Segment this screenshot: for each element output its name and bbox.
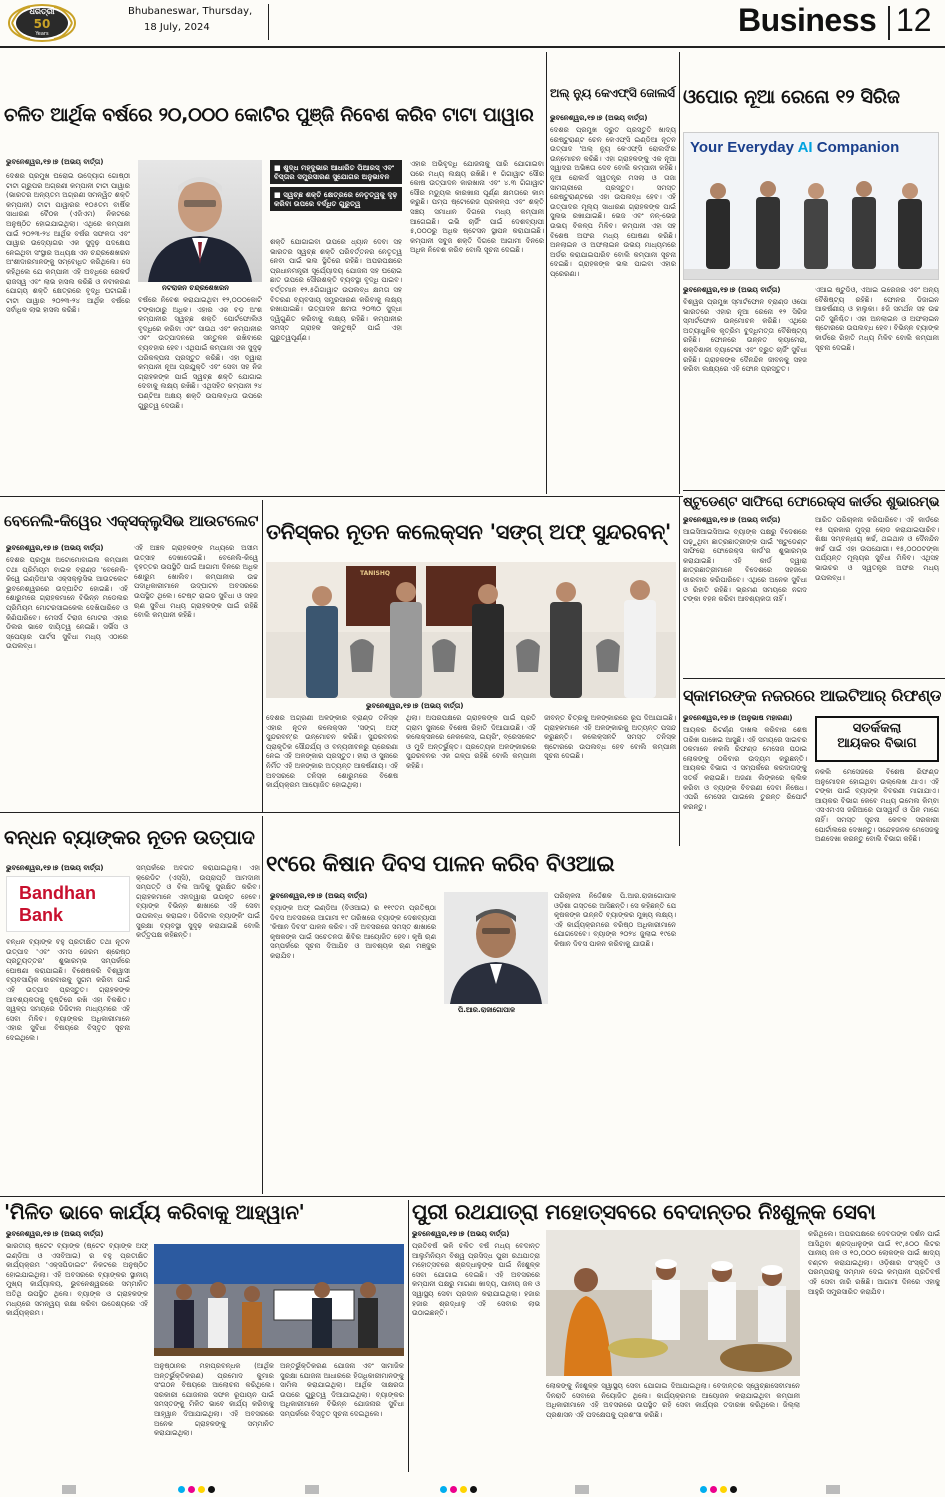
story-column: ଆଇସିଆଇସିଆଇ ବ୍ୟାଙ୍କ ପକ୍ଷରୁ ବିଦେଶରେ ପଢ଼ୁଥିବା ଛାତ୍ରଛାତ୍ରୀଙ୍କ ପାଇଁ 'ଷ୍ଟୁଡେଣ୍ଟ ସାଫିରୋ ଫୋରେକ୍ସ କାର୍ଡ'ର ଶୁଭାରମ୍ଭ କରାଯାଇଛି। ଏହି କାର୍ଡ ଦ୍ୱାରା ଛାତ୍ରଛାତ୍ରୀମାନେ ବିଦେଶରେ ସହଜରେ କାରବାର କରିପାରିବେ। ଏଥିରେ ଅନେକ ସୁବିଧା ଓ ରିହାତି ରହିଛି। ଭ୍ରମଣ ସମୟରେ ନଗଦ ଟଙ୍କା ବହନ କରିବା ଆବଶ୍ୟକତା ନାହିଁ। [683, 528, 807, 604]
magenta-dot [188, 1486, 195, 1493]
headline: ଚଳିତ ଆର୍ଥିକ ବର୍ଷରେ ୨୦,୦୦୦ କୋଟିର ପୁଞ୍ଜି ନିବେଶ କରିବ ଟାଟା ପାୱାର [4, 104, 534, 126]
headline: ଷ୍ଟୁଡେଣ୍ଟ ସାଫିରୋ ଫୋରେକ୍ସ କାର୍ଡର ଶୁଭାରମ୍ଭ [683, 494, 940, 510]
story-column: ଏଆଇ ଷ୍ଟୁଡିଓ, ଏଆଇ ଇରେଜର ଏବଂ ଅନ୍ୟ ବୈଶିଷ୍ଟ୍ୟ ରହିଛି। ଫୋନର ଡିଜାଇନ ଆକର୍ଷଣୀୟ ଓ ହାଲୁକା। ୫ଜି ସମର୍ଥନ ସହ ଉଚ୍ଚ ଗତି ସୁନିଶ୍ଚିତ। ଏହା ଅନଲାଇନ ଓ ଅଫଲାଇନ ଷ୍ଟୋରରେ ଉପଲବ୍ଧ ହେବ। ବିଭିନ୍ନ ବ୍ୟାଙ୍କ କାର୍ଡରେ ରିହାତି ମଧ୍ୟ ମିଳିବ ବୋଲି କମ୍ପାନୀ ସୂଚନା ଦେଇଛି। [815, 286, 939, 352]
story-column: ଦେଶର ପ୍ରମୁଖ ଘରୋଇ ଉଦ୍ୟୋଗ ଗୋଷ୍ଠୀ ଟାଟା ଗ୍ରୁପର ଅଗ୍ରଣୀ କମ୍ପାନୀ ଟାଟା ପାୱାର (ଭାରତର ଅନ୍ୟତମ ଅଗ୍ରଣୀ ସମନ୍ୱିତ ଶକ୍ତି କମ୍ପାନୀ) ଟାଟା ପାୱାରର ୧୦୫ତମ ବାର୍ଷିକ ସାଧାରଣ ବୈଠକ (ଏଜିଏମ) ନିକଟରେ ଅନୁଷ୍ଠିତ ହୋଇଯାଇଥିଲା। ଏଥିରେ କମ୍ପାନୀ ପାଇଁ ୨୦୨୩-୨୪ ଆର୍ଥିକ ବର୍ଷର ସଫଳତା ଏବଂ ପାୱାର ଉଦ୍ୟୋଗର ଏକ ସୁଦୃଢ଼ ପଦକ୍ଷେପ ନେଇଥିବା ସଂସ୍ଥାର ଅଧ୍ୟକ୍ଷ ଏନ ଚନ୍ଦ୍ରଶେଖରନ ଅଂଶୀଦାରମାନଙ୍କୁ ସମ୍ବୋଧିତ କରିଥିଲେ। ସେ କହିଥିଲେ ଯେ କମ୍ପାନୀ ଏହି ଅବଧିରେ ରେକର୍ଡ ରାଜସ୍ୱ ଏବଂ ଲାଭ ହାସଲ କରିଛି ଓ ନବୀକରଣ ଯୋଗ୍ୟ ଶକ୍ତି କ୍ଷେତ୍ରରେ ବୃଦ୍ଧି ଘଟାଇଛି। ଟାଟା ପାୱାର ୨୦୨୩-୨୪ ଆର୍ଥିକ ବର୍ଷରେ ସର୍ବାଧିକ ଲାଭ ହାସଲ କରିଛି। [6, 172, 130, 315]
logo-word: Bank [19, 905, 64, 925]
dateline-text: ଭୁବନେଶ୍ୱର,୧୭।୭ (ଅଭୟ ବାର୍ତ୍ତା) [550, 114, 648, 122]
story-column: କରିଥିଲେ। ଅପରପକ୍ଷରେ ଦେବତାଙ୍କ ଦର୍ଶନ ପାଇଁ ଆସିଥିବା ଶ୍ରଦ୍ଧାଳୁଙ୍କ ପାଇଁ ୧୯,୫୦୦ ଲିଟର ପାନୀୟ ଜଳ ଓ ୧୦,୦୦୦ ଲୋକଙ୍କ ପାଇଁ ଖାଦ୍ୟ ବଣ୍ଟନ କରାଯାଇଥିଲା। ଓଡ଼ିଶାର ସଂସ୍କୃତି ଓ ପରମ୍ପରାକୁ ସମ୍ମାନ ଦେଇ କମ୍ପାନୀ ପ୍ରତିବର୍ଷ ଏହି ସେବା ଜାରି ରଖିଛି। ଆଗାମୀ ଦିନରେ ଏହାକୁ ଆହୁରି ସମ୍ପ୍ରସାରିତ କରାଯିବ। [808, 1230, 940, 1296]
story-tata-power [4, 52, 548, 494]
magenta-dot [450, 1486, 457, 1493]
story-oppo [683, 52, 941, 494]
dateline-text: ଭୁବନେଶ୍ୱର,୧୭।୭ (ଅଭୟ ବାର୍ତ୍ତା) [6, 158, 104, 166]
bullet-text: ଶୁଦ୍ଧ ମହ୍ଦୁଭାର ଆଧାରିତ ପିଆରସ୍ ଏବଂ ବିସ୍ତାର ସମ୍ପ୍ରସାରଣ ସୁଯୋଗର ଅନୁଭାବନ [274, 163, 395, 181]
alert-line: ଆୟକର ବିଭାଗ [837, 736, 917, 751]
logo-years-number: 50 [33, 17, 51, 31]
dateline-text: ଭୁବନେଶ୍ୱର,୧୭।୭ (ଅଭୟ ବାର୍ତ୍ତା) [366, 702, 464, 710]
story-bandhan-bank [4, 816, 260, 1194]
photo-caption: ପି.ଆର.ରାଜାଗୋପାଳ [458, 1006, 515, 1014]
alert-line: ସତର୍କକଲା [852, 721, 902, 736]
dateline-city: Bhubaneswar, Thursday, [128, 6, 253, 17]
story-column: ସମ୍ପର୍କରେ ଅବଗତ କରାଯାଇଥିଲା। ଏହା କ୍ରେଡିଟ (ଏସ୍‌ସି), ଉପ୍ରାପ୍ତି ଆମଦାନୀ ସମ୍ପତ୍ତି ଓ ବିଲ ଆଦିକୁ ସୁରକ୍ଷିତ କରିବ। ଗ୍ରାହକମାନେ ଏହାଦ୍ୱାରା ଉପକୃତ ହେବେ। ବ୍ୟାଙ୍କ ବିଭିନ୍ନ ଶାଖାରେ ଏହି ସେବା ଉପଲବ୍ଧ କରାଇବ। ଡିଜିଟାଲ ବ୍ୟାଙ୍କିଂ ପାଇଁ ସୁରକ୍ଷା ବ୍ୟବସ୍ଥା ସୁଦୃଢ଼ କରାଯାଇଛି ବୋଲି କର୍ତ୍ତୃପକ୍ଷ କହିଛନ୍ତି। [136, 864, 260, 940]
story-column: ଦେଶର ପ୍ରମୁଖ ଅଟୋମୋବାଇଲ କମ୍ପାନୀ ତଥା ପ୍ରିମିୟମ ବାଇକ ବ୍ରାଣ୍ଡ 'ବେନେଲି-କିୱେ ଇଣ୍ଡିଆ'ର ଏକ୍ସକ୍ଲୁସିଭ ଆଉଟଲେଟ ଭୁବନେଶ୍ୱରରେ ଉଦ୍‌ଘାଟିତ ହୋଇଛି। ଏହି ଶୋରୁମରେ ଗ୍ରାହକମାନେ ବିଭିନ୍ନ ମଡେଲର ପ୍ରିମିୟମ ମୋଟରସାଇକେଲ ଦେଖିପାରିବେ ଓ କିଣିପାରିବେ। ମେସର୍ସ ଟିରାଜ ମୋଟର ଏହାର ଡିଲର ଭାବେ ଦାୟିତ୍ୱ ନେଇଛି। ସର୍ଭିସ ଓ ସ୍ପେୟାର ପାର୍ଟସ ସୁବିଧା ମଧ୍ୟ ଏଠାରେ ଉପଲବ୍ଧ। [6, 556, 128, 651]
story-column: ନକଲି ମେସେଜରେ ବିଶେଷ ରିଫଣ୍ଡ ଅନୁମୋଦନ ହୋଇଥିବା ଉଲ୍ଲେଖ ଥାଏ। ଏହି ଟଙ୍କା ପାଇଁ ବ୍ୟାଙ୍କ ବିବରଣୀ ମାଗାଯାଏ। ଆୟକର ବିଭାଗ କେବେ ମଧ୍ୟ ଇମେଲ କିମ୍ବା ଏସଏମଏସ ଜରିଆରେ ପାସୱାର୍ଡ ଓ ପିନ ମାଗେ ନାହିଁ। ସମସ୍ତ ସୂଚନା କେବଳ ସରକାରୀ ପୋର୍ଟାଲରେ ଦେଖନ୍ତୁ। ସନ୍ଦେହଜନକ ମେସେଜକୁ ଅଣଦେଖା କରନ୍ତୁ ବୋଲି ବିଭାଗ କହିଛି। [815, 768, 939, 844]
story-column: ଥିଲା। ଅପରପକ୍ଷରେ ଗ୍ରାହକଙ୍କ ପାଇଁ ପ୍ରତି ଗ୍ରାମ ସୁନାରେ ବିଶେଷ ରିହାତି ଦିଆଯାଉଛି। ଏହି କଲେକ୍ସନରେ ନେକଲେସ, ଇୟରିଂ, ବ୍ରେସଲେଟ ଓ ମୁଦି ଅନ୍ତର୍ଭୁକ୍ତ। ପ୍ରତ୍ୟେକ ଅଳଙ୍କାରରେ ସୁନ୍ଦରବନର ଏକ ଗଳ୍ପ ରହିଛି ବୋଲି କମ୍ପାନୀ କହିଛି। [406, 714, 536, 770]
dateline-text: ଭୁବନେଶ୍ୱର,୧୭।୭ (ଅନୁଭାଷ ମହାରଣା) [683, 714, 793, 722]
masthead [0, 0, 945, 46]
headline: ଅଲ୍ ନ୍ୟୁ କେଏଫ୍‌ସି ଜୋଲର୍ସ [550, 86, 675, 100]
registration-dots [178, 1486, 215, 1493]
headline: ବନ୍ଧନ ବ୍ୟାଙ୍କର ନୂତନ ଉତ୍ପାଦ [4, 826, 255, 849]
people-group-icon [154, 1244, 404, 1356]
highlight-box [270, 160, 402, 232]
magenta-dot [710, 1486, 717, 1493]
registration-dots [700, 1486, 737, 1493]
yellow-dot [720, 1486, 727, 1493]
headline: ଓପୋର ନୂଆ ରେନୋ ୧୨ ସିରିଜ [683, 86, 900, 108]
story-column: ଭାରତୀୟ ଷ୍ଟେଟ ବ୍ୟାଙ୍କ (ଷ୍ଟେଟ ବ୍ୟାଙ୍କ ଅଫ୍ ଇଣ୍ଡିଆ ଓ ଏସବିଆଇ) ର ବହୁ ପ୍ରତୀକ୍ଷିତ କାର୍ଯ୍ୟକ୍ରମ 'ଏକ୍ସପିଡାଇଟ' ନିକଟରେ ଅନୁଷ୍ଠିତ ହୋଇଯାଇଥିଲା। ଏହି ଅବସରରେ ବ୍ୟାଙ୍କର ସ୍ଥାନୀୟ ମୁଖ୍ୟ କାର୍ଯ୍ୟାଳୟ, ଭୁବନେଶ୍ୱରରେ ସମ୍ମାନିତ ଅତିଥି ଉପସ୍ଥିତ ଥିଲେ। ବ୍ୟାଙ୍କ ଓ ଗ୍ରାହକଙ୍କ ମଧ୍ୟରେ ସମନ୍ୱୟ ରକ୍ଷା କରିବା ଉଦ୍ଦେଶ୍ୟରେ ଏହି କାର୍ଯ୍ୟକ୍ରମ। [6, 1242, 148, 1318]
bandhan-bank-logo [6, 876, 130, 932]
portrait-photo [138, 160, 262, 282]
logo-years-label: Years [35, 31, 49, 37]
story-sbi-event [4, 1200, 406, 1472]
black-dot [208, 1486, 215, 1493]
story-column: ଅନ୍ତର୍ଭୁକ୍ତିକରଣ ଯୋଜନା ଏବଂ ସାମାଜିକ ସୁରକ୍ଷା ଯୋଜନା ଆଧାରରେ ହିତାଧିକାରୀମାନଙ୍କୁ ସାମିଲ କରାଯାଇଥିଲା। ଆର୍ଥିକ ସାକ୍ଷରତା ଉପରେ ଗୁରୁତ୍ୱ ଦିଆଯାଇଥିଲା। ବ୍ୟାଙ୍କର ଅଧିକାରୀମାନେ ବିଭିନ୍ନ ଯୋଜନାର ସୁବିଧା ସମ୍ପର୍କରେ ବିସ୍ତୃତ ସୂଚନା ଦେଇଥିଲେ। [280, 1362, 404, 1418]
story-column: ଦେଶର ପ୍ରମୁଖ ଦ୍ରୁତ ପ୍ରସ୍ତୁତି ଖାଦ୍ୟ ରେଷ୍ଟୁରାଣ୍ଟ ଚେନ କେଏଫ୍‌ସି ଇଣ୍ଡିଆ ନୂତନ ଉତ୍ପାଦ 'ଅଲ୍ ନ୍ୟୁ କେଏଫ୍‌ସି ରୋଲର୍ସ'ର ଉନ୍ମୋଚନ କରିଛି। ଏହା ଗ୍ରାହକଙ୍କୁ ଏକ ନୂଆ ସ୍ୱାଦର ଅଭିଜ୍ଞତା ଦେବ ବୋଲି କମ୍ପାନୀ କହିଛି। ନୂଆ ରୋଲର୍ସ ସ୍ୱତନ୍ତ୍ର ମସଲା ଓ ତାଜା ସାମଗ୍ରୀରେ ପ୍ରସ୍ତୁତ। ସମସ୍ତ ରେଷ୍ଟୁରାଣ୍ଟରେ ଏହା ଉପଲବ୍ଧ ହେବ। ଏହି ଉତ୍ପାଦର ମୂଲ୍ୟ ସାଧାରଣ ଗ୍ରାହକଙ୍କ ପାଇଁ ସୁଲଭ ରଖାଯାଇଛି। ଭେଜ ଏବଂ ନନ୍-ଭେଜ ଉଭୟ ବିକଳ୍ପ ମିଳିବ। କମ୍ପାନୀ ଏହା ସହ ବିଶେଷ ଅଫର ମଧ୍ୟ ଘୋଷଣା କରିଛି। ଅନଲାଇନ ଓ ଅଫଲାଇନ ଉଭୟ ମାଧ୍ୟମରେ ଅର୍ଡର କରାଯାଇପାରିବ ବୋଲି କମ୍ପାନୀ ସୂଚନା ଦେଇଛି। ଗ୍ରାହକଙ୍କ ଭଲ ପାଇବା ଏହାର ପ୍ରେରଣା। [550, 126, 676, 278]
yellow-dot [460, 1486, 467, 1493]
banner-companion: Companion [816, 139, 900, 156]
banner-text: Your Everyday [690, 139, 794, 156]
story-column: ବନ୍ଧନ ବ୍ୟାଙ୍କ ବହୁ ପ୍ରତୀକ୍ଷିତ ତଥା ନୂତନ ଉତ୍ପାଦ 'ଏବଂ ଏମସ ଜେରମ ଶ୍ରେଷ୍ଠ ପ୍ରତ୍ୟୁତ୍ତର' ଶୁଭାରମ୍ଭ ସମ୍ପର୍କରେ ଘୋଷଣା କରାଯାଇଛି। ବିଶେଷକରି ବିଶ୍ୱାସୀ ବ୍ୟବସାୟିକ କାରବାରକୁ ସୁଗମ କରିବା ପାଇଁ ଏହି ଉତ୍ପାଦ ପ୍ରସ୍ତୁତ। ଗ୍ରାହକଙ୍କ ଆବଶ୍ୟକତାକୁ ଦୃଷ୍ଟିରେ ରଖି ଏହା ବିକଶିତ। ସ୍ୱଳ୍ପ ସମୟରେ ଡିଜିଟାଲ ମାଧ୍ୟମରେ ଏହି ସେବା ମିଳିବ। ବ୍ୟାଙ୍କର ଅଧିକାରୀମାନେ ଏହାର ସୁବିଧା ବିଷୟରେ ବିସ୍ତୃତ ସୂଚନା ଦେଇଥିଲେ। [6, 938, 130, 1042]
story-column: ଆୟକର ରିଟର୍ଣ୍ଣ ଦାଖଲ କରିବାର ଶେଷ ତାରିଖ ପାଖେଇ ଆସୁଛି। ଏହି ସମୟରେ ସାଇବର ଠକମାନେ ନକଲି ରିଫଣ୍ଡ ମେସେଜ ପଠାଇ ଲୋକଙ୍କୁ ଠକିବାର ଉଦ୍ୟମ କରୁଛନ୍ତି। ଆୟକର ବିଭାଗ ଏ ସମ୍ପର୍କରେ କରଦାତାଙ୍କୁ ସତର୍କ କରାଇଛି। ଅଜଣା ଲିଙ୍କରେ କ୍ଲିକ କରିବା ଓ ବ୍ୟାଙ୍କ ବିବରଣୀ ଦେବା ନିଷେଧ। ଏପରି ମେସେଜ ପାଇଲେ ତୁରନ୍ତ ରିପୋର୍ଟ କରନ୍ତୁ। [683, 726, 807, 811]
dateline-text: ଭୁବନେଶ୍ୱର,୧୭।୭ (ଅଭୟ ବାର୍ତ୍ତା) [683, 286, 781, 294]
cyan-dot [440, 1486, 447, 1493]
people-group-icon [266, 562, 676, 698]
alert-box [815, 716, 939, 762]
logo-title: ଧରିତ୍ରୀ [29, 7, 55, 16]
bullet-text: ସ୍ୱଚ୍ଛ ଶକ୍ତି କ୍ଷେତ୍ରରେ ନେତୃତ୍ୱକୁ ଦୃଢ଼ କରିବା ଉପରେ ବର୍ଦ୍ଧିତ ଗୁରୁତ୍ୱ [274, 190, 398, 208]
person-portrait-icon [444, 892, 548, 1004]
logo-word: Bandhan [19, 883, 97, 903]
section-title: Business [738, 2, 877, 38]
story-column: ପ୍ରତିବର୍ଷ ଭଳି ଚଳିତ ବର୍ଷ ମଧ୍ୟ ବେଦାନ୍ତ ଆଲୁମିନିୟମ ବିଶ୍ୱ ପ୍ରସିଦ୍ଧ ପୁରୀ ରଥଯାତ୍ରା ମହୋତ୍ସବରେ ଶ୍ରଦ୍ଧାଳୁଙ୍କ ପାଇଁ ନିଃଶୁଳ୍କ ସେବା ଯୋଗାଇ ଦେଇଛି। ଏହି ଅବସରରେ କମ୍ପାନୀ ପକ୍ଷରୁ ମାଗଣା ଖାଦ୍ୟ, ପାନୀୟ ଜଳ ଓ ସ୍ୱାସ୍ଥ୍ୟ ସେବା ପ୍ରଦାନ କରାଯାଇଥିଲା। ହଜାର ହଜାର ଶ୍ରଦ୍ଧାଳୁ ଏହି ସେବାର ଲାଭ ଉଠାଇଛନ୍ତି। [412, 1242, 540, 1318]
story-column: ବିଶ୍ୱର ପ୍ରମୁଖ ସ୍ମାର୍ଟଫୋନ ବ୍ରାଣ୍ଡ ଓପୋ ଭାରତରେ ଏହାର ନୂଆ ରେନୋ ୧୨ ସିରିଜ ସ୍ମାର୍ଟଫୋନ ଉନ୍ମୋଚନ କରିଛି। ଏଥିରେ ଅତ୍ୟାଧୁନିକ କୃତ୍ରିମ ବୁଦ୍ଧିମତ୍ତା ବୈଶିଷ୍ଟ୍ୟ ରହିଛି। ଫୋନରେ ଉନ୍ନତ କ୍ୟାମେରା, ଶକ୍ତିଶାଳୀ ବ୍ୟାଟେରୀ ଏବଂ ଦ୍ରୁତ ଚାର୍ଜିଂ ସୁବିଧା ରହିଛି। ଗ୍ରାହକଙ୍କ ଦୈନନ୍ଦିନ ଜୀବନକୁ ସହଜ କରିବା ଲକ୍ଷ୍ୟରେ ଏହି ଫୋନ ପ୍ରସ୍ତୁତ। [683, 298, 807, 374]
page-number: 12 [896, 2, 932, 38]
newspaper-logo [6, 3, 78, 43]
black-dot [470, 1486, 477, 1493]
headline: ତନିସ୍କର ନୂତନ କଲେକ୍ସନ 'ସଙ୍ଗ୍ ଅଫ୍ ସୁନ୍ଦରବନ୍' [266, 520, 672, 544]
print-bar [62, 1485, 76, 1494]
dateline-date: 18 July, 2024 [144, 22, 210, 33]
service-photo [546, 1230, 800, 1376]
print-bar [575, 1485, 589, 1494]
print-bar [305, 1485, 319, 1494]
story-column: ଆରିତ ପରିଚାଳନା କରିପାରିବେ। ଏହି କାର୍ଡରେ ୧୫ ପ୍ରକାର ମୁଦ୍ରା ଲୋଡ କରାଯାଇପାରିବ। ଶିକ୍ଷା ସମ୍ବନ୍ଧୀୟ ଖର୍ଚ୍ଚ, ଥଇଥାନ ଓ ଦୈନନ୍ଦିନ ଖର୍ଚ୍ଚ ପାଇଁ ଏହା ଉପଯୋଗୀ। ୧୫,୦୦୦ଟଙ୍କା ପର୍ଯ୍ୟନ୍ତ ମୂଲ୍ୟର ସୁବିଧା ମିଳିବ। ଏଥିସହ ଭାଉଚର ଓ ସ୍ୱତନ୍ତ୍ର ଅଫର ମଧ୍ୟ ଉପଲବ୍ଧ। [815, 516, 939, 582]
dateline-text: ଭୁବନେଶ୍ୱର,୧୭।୭ (ଅଭୟ ବାର୍ତ୍ତା) [6, 1230, 104, 1238]
story-column: ଅନୁଷ୍ଠାନର ମହାପ୍ରବନ୍ଧକ (ଆର୍ଥିକ ଅନ୍ତର୍ଭୁକ୍ତିକରଣ) ପ୍ରମୋଦ କୁମାର ସଂଗଠନ ବିଷୟରେ ଆଲୋଚନା କରିଥିଲେ। ସରକାରୀ ଯୋଜନାର ସଫଳ ରୂପାୟନ ପାଇଁ ସମସ୍ତଙ୍କୁ ମିଳିତ ଭାବେ କାର୍ଯ୍ୟ କରିବାକୁ ଆହ୍ୱାନ ଦିଆଯାଇଥିଲା। ଏହି ଅବସରରେ ଅନେକ ଗ୍ରାହକଙ୍କୁ ସମ୍ମାନିତ କରାଯାଇଥିଲା। [154, 1362, 274, 1438]
story-column: ଜୀବନ୍ତ ଚିତ୍ରକୁ ଅଳଙ୍କାରରେ ରୂପ ଦିଆଯାଇଛି। ଗ୍ରାହକମାନେ ଏହି ଅଳଙ୍କାରକୁ ଅତ୍ୟନ୍ତ ପସନ୍ଦ କରୁଛନ୍ତି। କଲେକ୍ସନଟି ସମସ୍ତ ତନିସ୍କ ଷ୍ଟୋରରେ ଉପଲବ୍ଧ ହେବ ବୋଲି କମ୍ପାନୀ ସୂଚନା ଦେଇଛି। [544, 714, 676, 761]
story-vedanta-rath-yatra [412, 1200, 942, 1472]
story-column: ବ୍ୟାଙ୍କ ଅଫ୍ ଇଣ୍ଡିଆ (ବିଓଆଇ) ର ୧୧୯ତମ ପ୍ରତିଷ୍ଠା ଦିବସ ଅବସରରେ ଆଗାମୀ ୧୯ ତାରିଖରେ ବ୍ୟାଙ୍କ ଦେଶବ୍ୟାପୀ 'କିଷାନ ଦିବସ' ପାଳନ କରିବ। ଏହି ଅବସରରେ ସମସ୍ତ ଶାଖାରେ କୃଷକଙ୍କ ପାଇଁ ସଚେତନତା ଶିବିର ଆୟୋଜିତ ହେବ। କୃଷି ଋଣ ସମ୍ପର୍କରେ ସୂଚନା ଦିଆଯିବ ଓ ଆବଶ୍ୟକ ଋଣ ମଞ୍ଜୁର କରାଯିବ। [270, 904, 436, 960]
registration-dots [440, 1486, 477, 1493]
story-column: ଏହାର ଅଭିବୃଦ୍ଧି ଯୋଜନାକୁ ପାରି ଯୋଗାଇବା ପରେ ମଧ୍ୟ ଲକ୍ଷ୍ୟ ରଖିଛି। ୧ ଗିଗାୱାଟ ସୌର କୋଷ ଉତ୍ପାଦନ କାରଖାନା ଏବଂ ୪.୩ ଗିଗାୱାଟ ସୌର ମଡ୍ୟୁଲ କାରଖାନା ପୂର୍ଣ୍ଣ କ୍ଷମତାରେ କାମ କରୁଛି। ପମ୍ପ ଷ୍ଟୋରେଜ ପ୍ରକଳ୍ପ ଏବଂ ଶକ୍ତି ସଞ୍ଚୟ ସମାଧାନ ଦିଗରେ ମଧ୍ୟ କମ୍ପାନୀ ଆଗେଇଛି। ଇଭି ଚାର୍ଜିଂ ପାଇଁ ଦେଶବ୍ୟାପୀ ୫,୦୦୦ରୁ ଅଧିକ ଷ୍ଟେସନ ସ୍ଥାପନ କରାଯାଇଛି। କମ୍ପାନୀ ସବୁଜ ଶକ୍ତି ଦିଗରେ ଆଗାମୀ ଦିନରେ ଅଧିକ ନିବେଶ କରିବ ବୋଲି ସୂଚନା ଦେଇଛି। [410, 160, 544, 255]
story-column: ବର୍ଷରେ ନିବେଶ କରାଯାଇଥିବା ୧୨,୦୦୦କୋଟି ଟଙ୍କାଠାରୁ ଅଧିକ। ଏହାର ଏକ ବଡ଼ ଅଂଶ କମ୍ପାନୀର ସ୍ୱଚ୍ଛ ଶକ୍ତି ପୋର୍ଟଫୋଲିଓ ବୃଦ୍ଧିରେ କରିବା ଏବଂ ସାଉଥ ଏବଂ କମ୍ପାନୀର ଏବଂ ଉତ୍ପାଦନରେ ସନ୍ତୁଳନ ରଖିବାରେ ବ୍ୟବହାର ହେବ। ଏଥିପାଇଁ କମ୍ପାନୀ ଏକ ସୁଦୃଢ଼ ପରିକଳ୍ପନା ପ୍ରସ୍ତୁତ କରିଛି। ଏହା ଦ୍ୱାରା କମ୍ପାନୀ ନୂଆ ପ୍ରଯୁକ୍ତି ଏବଂ ସେବା ସହ ନିଜ ଗ୍ରାହକଙ୍କ ପାଇଁ ସ୍ୱଚ୍ଛ ଶକ୍ତି ଯୋଗାଇ ଦେବାକୁ ଲକ୍ଷ୍ୟ ରଖିଛି। ଏଥିସହିତ କମ୍ପାନୀ ୨୪ ଘଣ୍ଟିଆ ଅକ୍ଷୟ ଶକ୍ତି ଉପଲବ୍ଧତା ଉପରେ ଗୁରୁତ୍ୱ ଦେଉଛି। [138, 296, 262, 410]
brand-sign: TANISHQ [360, 570, 390, 577]
story-tanishq [266, 500, 678, 812]
print-bar [826, 1485, 840, 1494]
launch-event-photo [266, 562, 676, 698]
story-kfc [550, 52, 678, 494]
dateline-text: ଭୁବନେଶ୍ୱର,୧୭।୭ (ଅଭୟ ବାର୍ତ୍ତା) [6, 544, 104, 552]
headline: ୧୯ରେ କିଷାନ ଦିବସ ପାଳନ କରିବ ବିଓଆଇ [266, 852, 615, 877]
dateline [6, 158, 103, 168]
photo-caption: ନଟରାଜନ ଚନ୍ଦ୍ରଶେଖରନ [162, 284, 229, 292]
story-column: ଦେଶର ଅଗ୍ରଣୀ ଅଳଙ୍କାର ବ୍ରାଣ୍ଡ ତନିସ୍କ ଏହାର ନୂତନ କଲେକ୍ସନ 'ସଙ୍ଗ୍ ଅଫ୍ ସୁନ୍ଦରବନ୍'ର ଉନ୍ମୋଚନ କରିଛି। ସୁନ୍ଦରବନର ପ୍ରାକୃତିକ ସୌନ୍ଦର୍ଯ୍ୟ ଓ ବନ୍ୟଜୀବନରୁ ପ୍ରେରଣା ନେଇ ଏହି ଅଳଙ୍କାର ପ୍ରସ୍ତୁତ। ହୀରା ଓ ସୁନାରେ ନିର୍ମିତ ଏହି ଅଳଙ୍କାର ଅତ୍ୟନ୍ତ ଆକର୍ଷଣୀୟ। ଏହି ଅବସରରେ ତନିସ୍କ ଶୋରୁମରେ ବିଶେଷ କାର୍ଯ୍ୟକ୍ରମ ଆୟୋଜିତ ହୋଇଥିଲା। [266, 714, 398, 790]
yellow-dot [198, 1486, 205, 1493]
banner-ai: AI [797, 139, 813, 156]
headline: ସ୍କାମରଙ୍କ ନଜରରେ ଆଇଟିଆର୍ ରିଫଣ୍ଡ [683, 686, 941, 705]
portrait-photo [444, 892, 548, 1004]
people-group-icon [684, 133, 939, 280]
story-column: ଏହି ଅଞ୍ଚଳ ଗ୍ରାହକଙ୍କ ମଧ୍ୟରେ ଅସୀମ ଉତ୍ସାହ ଦେଖାଦେଇଛି। ବେନେଲି-କିୱେ ବୃହତ୍ତର ଉପସ୍ଥିତି ପାଇଁ ଆଗାମୀ ଦିନରେ ଅଧିକ ଶୋରୁମ ଖୋଲିବ। କମ୍ପାନୀର ଉଚ୍ଚ ପଦାଧିକାରୀମାନେ ଉଦ୍‌ଘାଟନ ଅବସରରେ ଉପସ୍ଥିତ ଥିଲେ। ଟେଷ୍ଟ ରାଇଡ ସୁବିଧା ଓ ସହଜ ଋଣ ସୁବିଧା ମଧ୍ୟ ଗ୍ରାହକଙ୍କ ପାଇଁ ରହିଛି ବୋଲି କମ୍ପାନୀ କହିଛି। [134, 544, 258, 620]
story-boi-kisan-diwas [266, 852, 678, 1194]
volunteers-serving-icon [546, 1230, 800, 1376]
footer-print-marks [0, 1476, 945, 1497]
headline: ବେନେଲି-କିୱେର ଏକ୍ସକ୍ଲୁସିଭ ଆଉଟଲେଟ [4, 512, 259, 530]
event-photo [154, 1244, 404, 1356]
headline: ପୁରୀ ରଥଯାତ୍ରା ମହୋତ୍ସବରେ ବେଦାନ୍ତର ନିଃଶୁଳ୍କ ସେବା [412, 1200, 876, 1224]
headline: 'ମିଳିତ ଭାବେ କାର୍ଯ୍ୟ କରିବାକୁ ଆହ୍ୱାନ' [4, 1200, 305, 1224]
launch-event-photo [683, 132, 939, 280]
story-column: ଲୋକଙ୍କୁ ନିଃଶୁଳ୍କ ସ୍ୱାସ୍ଥ୍ୟ ସେବା ଯୋଗାଇ ଦିଆଯାଇଥିଲା। ବେଦାନ୍ତର ସ୍ୱେଚ୍ଛାସେବୀମାନେ ଦିନରାତି ସେବାରେ ନିୟୋଜିତ ଥିଲେ। କାର୍ଯ୍ୟକ୍ରମର ଆୟୋଜନ କରାଯାଇଥିବା କମ୍ପାନୀ ଅଧିକାରୀମାନେ ଏହି ଅବସରରେ ଉପସ୍ଥିତ ରହି ସେବା କାର୍ଯ୍ୟର ତଦାରଖ କରିଥିଲେ। ଜିଲ୍ଲା ପ୍ରଶାସନ ଏହି ପଦକ୍ଷେପକୁ ପ୍ରଶଂସା କରିଛି। [546, 1382, 800, 1419]
story-student-forex-card [683, 494, 941, 674]
story-itr-refund-scam [683, 682, 941, 1192]
cyan-dot [700, 1486, 707, 1493]
story-column: ପରିଚାଳନା ନିର୍ଦ୍ଦେଶକ ପି.ଆର.ରାଜାଗୋପାଳ ଓଡ଼ିଶା ଗସ୍ତରେ ଆସିଛନ୍ତି। ସେ କହିଛନ୍ତି ଯେ କୃଷକଙ୍କ ଉନ୍ନତି ବ୍ୟାଙ୍କର ମୁଖ୍ୟ ଲକ୍ଷ୍ୟ। ଏହି କାର୍ଯ୍ୟକ୍ରମରେ ବରିଷ୍ଠ ଅଧିକାରୀମାନେ ଯୋଗଦେବେ। ବ୍ୟାଙ୍କ ୨୦୨୪ ଜୁଲାଇ ୧୯ରେ କିଷାନ ଦିବସ ପାଳନ କରିବାକୁ ଯାଉଛି। [554, 892, 676, 948]
dateline-text: ଭୁବନେଶ୍ୱର,୧୭।୭ (ଅଭୟ ବାର୍ତ୍ତା) [270, 892, 368, 900]
dateline-text: ଭୁବନେଶ୍ୱର,୧୭।୭ (ଅଭୟ ବାର୍ତ୍ତା) [683, 516, 781, 524]
dateline-text: ଭୁବନେଶ୍ୱର,୧୭।୭ (ଅଭୟ ବାର୍ତ୍ତା) [6, 864, 104, 872]
dateline-text: ଭୁବନେଶ୍ୱର,୧୭।୭ (ଅଭୟ ବାର୍ତ୍ତା) [412, 1230, 510, 1238]
cyan-dot [178, 1486, 185, 1493]
black-dot [730, 1486, 737, 1493]
story-column: ଶକ୍ତି ଯୋଗାଇବା ଉପରେ ଧ୍ୟାନ ଦେବା ସହ ଭାରତର ସ୍ୱଚ୍ଛ ଶକ୍ତି ପରିବର୍ତ୍ତନର ନେତୃତ୍ୱ ନେବା ପାଇଁ ଭଲ ସ୍ଥିତିରେ ରହିଛି। ଅପରପକ୍ଷରେ ପ୍ରଧାନମନ୍ତ୍ରୀ ସୂର୍ଯ୍ୟୋଦୟ ଯୋଜନା ସହ ଘରୋଇ ଛାତ ଉପରେ ସୌରଶକ୍ତି ବ୍ୟବସ୍ଥା ବୃଦ୍ଧି ପାଇବ। ବର୍ତ୍ତମାନ ୧୨.୫ଗିଗାୱାଟ ଉପଲବ୍ଧ କ୍ଷମତା ସହ ବିତରଣ ବ୍ୟବସାୟ ସମ୍ପ୍ରସାରଣ କରିବାକୁ ଲକ୍ଷ୍ୟ ରଖାଯାଇଛି। ଉତ୍ପାଦନ କ୍ଷମତା ୨୦୩୦ ସୁଦ୍ଧା ଦ୍ୱିଗୁଣିତ କରିବାକୁ ଲକ୍ଷ୍ୟ ରହିଛି। କମ୍ପାନୀର ସମସ୍ତ ଗ୍ରାହକ ସନ୍ତୁଷ୍ଟି ପାଇଁ ଏହା ଗୁରୁତ୍ୱପୂର୍ଣ୍ଣ। [270, 238, 402, 342]
story-benelli [4, 500, 260, 812]
highlight-bullet: ■ ସ୍ୱଚ୍ଛ ଶକ୍ତି କ୍ଷେତ୍ରରେ ନେତୃତ୍ୱକୁ ଦୃଢ଼ କରିବା ଉପରେ ବର୍ଦ୍ଧିତ ଗୁରୁତ୍ୱ [270, 187, 402, 211]
highlight-bullet: ■ ଶୁଦ୍ଧ ମହ୍ଦୁଭାର ଆଧାରିତ ପିଆରସ୍ ଏବଂ ବିସ୍ତାର ସମ୍ପ୍ରସାରଣ ସୁଯୋଗର ଅନୁଭାବନ [270, 160, 402, 184]
person-portrait-icon [138, 160, 262, 282]
